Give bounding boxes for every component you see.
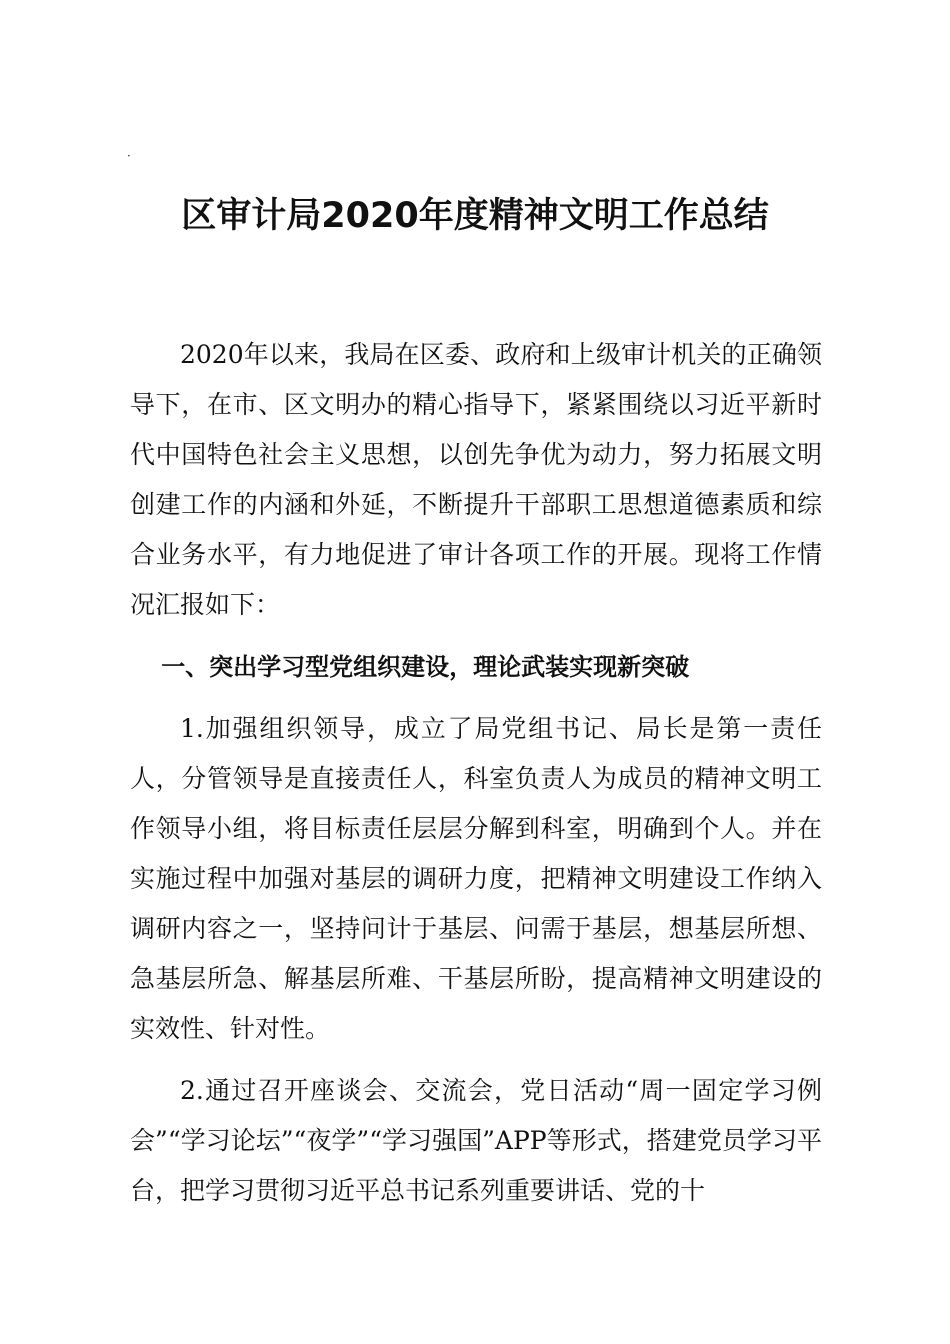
item-paragraph-2: 2.通过召开座谈会、交流会，党日活动“周一固定学习例会”“学习论坛”“夜学”“学习强国”APP等形式，搭建党员学习平台，把学习贯彻习近平总书记系列重要讲话、党的十 (130, 1076, 822, 1205)
item-paragraph-1: 1.加强组织领导，成立了局党组书记、局长是第一责任人，分管领导是直接责任人，科室负责人为成员的精神文明工作领导小组，将目标责任层层分解到科室，明确到个人。并在实施过程中加强对基层的调研力度，把精神文明建设工作纳入调研内容之一，坚持问计于基层、问需于基层，想基层所想、急基层所急、解基层所难、干基层所盼，提高精神文明建设的实效性、针对性。 (130, 714, 822, 1043)
document-body (130, 330, 822, 1216)
document-title: 区审计局2020年度精神文明工作总结 (181, 196, 769, 236)
corner-mark: · (127, 149, 131, 163)
section-heading-1: 一、突出学习型党组织建设，理论武装实现新突破 (161, 653, 690, 681)
intro-paragraph: 2020年以来，我局在区委、政府和上级审计机关的正确领导下，在市、区文明办的精心指导下，紧紧围绕以习近平新时代中国特色社会主义思想，以创先争优为动力，努力拓展文明创建工作的内涵和外延，不断提升干部职工思想道德素质和综合业务水平，有力地促进了审计各项工作的开展。现将工作情况汇报如下： (130, 340, 822, 619)
